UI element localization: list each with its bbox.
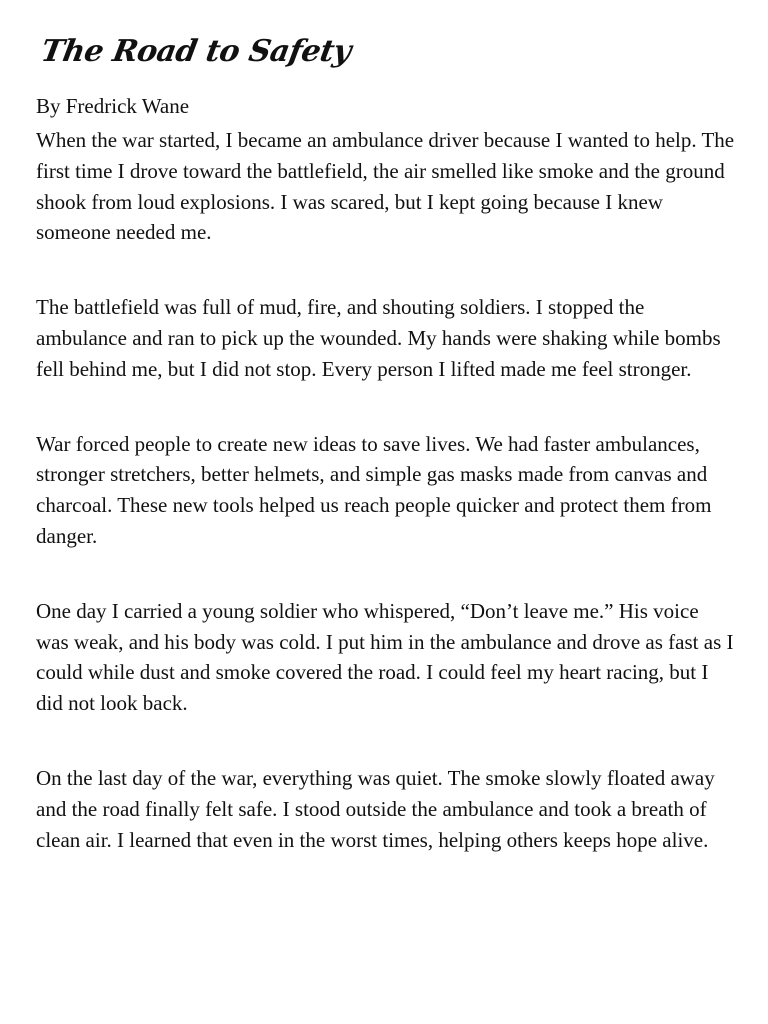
story-page bbox=[36, 26, 740, 899]
paragraph-3: War forced people to create new ideas to save lives. We had faster ambulances, stronger stretchers, better helmets, and simple gas masks made from canvas and charcoal. These new tools helped us reach people quicker and protect them from danger. bbox=[36, 431, 712, 548]
paragraph-5: On the last day of the war, everything was quiet. The smoke slowly floated away and the road finally felt safe. I stood outside the ambulance and took a breath of clean air. I learned that even in the worst times, helping others keeps hope alive. bbox=[36, 765, 715, 852]
paragraph-2: The battlefield was full of mud, fire, and shouting soldiers. I stopped the ambulance and ran to pick up the wounded. My hands were shaking while bombs fell behind me, but I did not stop. Every person I lifted made me feel stronger. bbox=[36, 295, 721, 381]
paragraph-4: One day I carried a young soldier who whispered, “Don’t leave me.” His voice was weak, and his body was cold. I put him in the ambulance and drove as fast as I could while dust and smoke covered the road. I could feel my heart racing, but I did not look back. bbox=[36, 598, 734, 716]
story-title: The Road to Safety bbox=[38, 34, 354, 69]
author-byline: By Fredrick Wane bbox=[36, 94, 190, 118]
paragraph-1: When the war started, I became an ambulance driver because I wanted to help. The first time I drove toward the battlefield, the air smelled like smoke and the ground shook from loud explosions. I was scared, but I kept going because I knew someone needed me. bbox=[36, 128, 735, 245]
